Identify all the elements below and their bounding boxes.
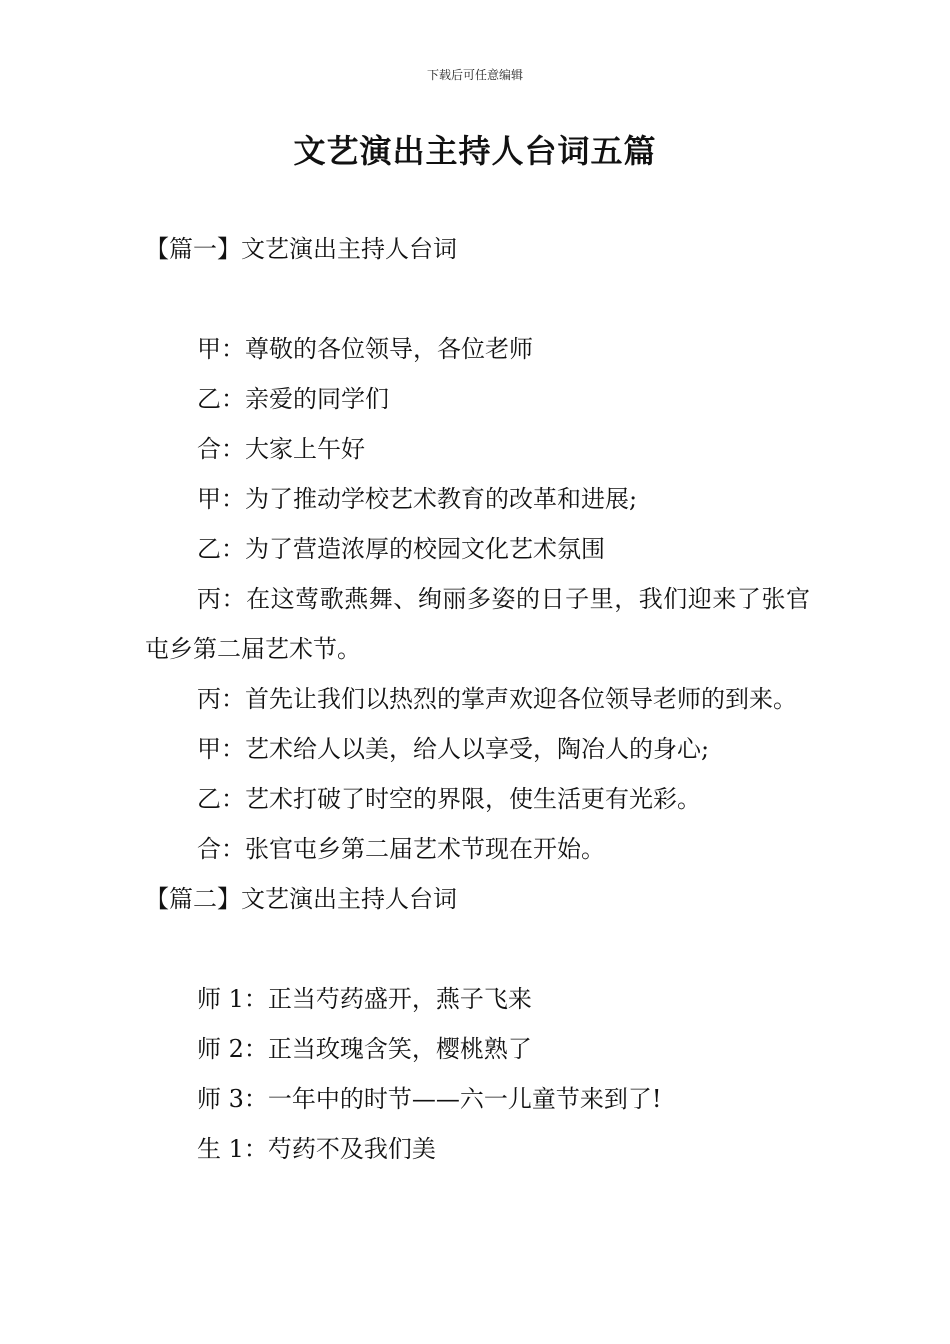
document-body [145,224,810,1174]
spacer [145,924,810,974]
dialogue-line: 合：大家上午好 [197,435,365,463]
dialogue-line: 师 3：一年中的时节——六一儿童节来到了! [197,1085,662,1113]
dialogue-line: 甲：为了推动学校艺术教育的改革和进展; [197,485,638,513]
dialogue-paragraph: 丙：首先让我们以热烈的掌声欢迎各位领导老师的到来。 [197,685,797,713]
dialogue-line: 乙：亲爱的同学们 [197,385,389,413]
dialogue-line: 合：张官屯乡第二届艺术节现在开始。 [197,835,605,863]
dialogue-line: 乙：为了营造浓厚的校园文化艺术氛围 [197,535,605,563]
dialogue-paragraph: 丙：在这莺歌燕舞、绚丽多姿的日子里，我们迎来了张官屯乡第二届艺术节。 [145,585,810,663]
dialogue-line: 甲：艺术给人以美，给人以享受，陶冶人的身心; [197,735,710,763]
document-title: 文艺演出主持人台词五篇 [293,132,657,170]
dialogue-line: 师 2：正当玫瑰含笑，樱桃熟了 [197,1035,532,1063]
section-heading-1: 【篇一】文艺演出主持人台词 [145,235,457,263]
section-heading-2: 【篇二】文艺演出主持人台词 [145,885,457,913]
dialogue-line: 师 1：正当芍药盛开，燕子飞来 [197,985,532,1013]
spacer [145,274,810,324]
dialogue-line: 乙：艺术打破了时空的界限，使生活更有光彩。 [197,785,701,813]
page-header-note: 下载后可任意编辑 [426,68,523,82]
dialogue-line: 甲：尊敬的各位领导，各位老师 [197,335,533,363]
dialogue-line: 生 1：芍药不及我们美 [197,1135,436,1163]
